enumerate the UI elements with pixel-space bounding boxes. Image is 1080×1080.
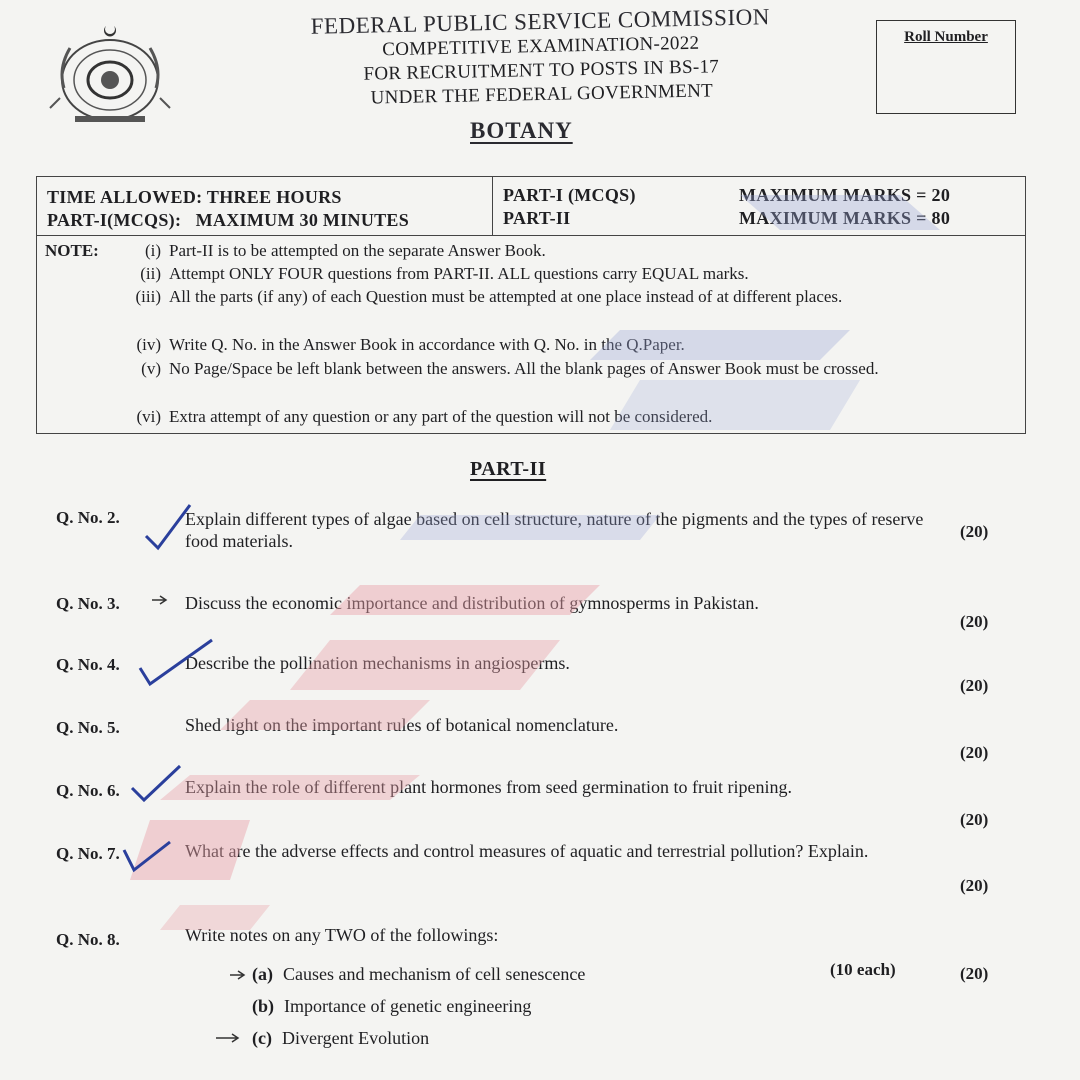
roll-number-box (876, 20, 1016, 114)
note-number: (vi) (136, 407, 161, 426)
note-text: All the parts (if any) of each Question must be attempted at one place instead of at different places. (169, 287, 843, 306)
question-marks: (20) (960, 810, 989, 829)
part1-marks: MAXIMUM MARKS = 20 (739, 185, 951, 205)
question-marks: (20) (960, 522, 989, 541)
note-number: (i) (144, 241, 161, 260)
question-marks: (20) (960, 964, 989, 983)
note-number: (v) (141, 359, 161, 378)
part2-label: PART-II (503, 208, 571, 228)
question-label: Q. No. 5. (56, 718, 120, 737)
each-marks-label: (10 each) (830, 960, 896, 979)
question-label: Q. No. 8. (56, 930, 120, 949)
sub-question-letter: (c) (252, 1028, 272, 1048)
note-text: Attempt ONLY FOUR questions from PART-II. ALL questions carry EQUAL marks. (169, 264, 749, 283)
row-divider (492, 177, 493, 235)
note-label: NOTE: (45, 241, 99, 260)
note-text: No Page/Space be left blank between the answers. All the blank pages of Answer Book must be crossed. (169, 359, 879, 378)
exam-name: COMPETITIVE EXAMINATION-2022 (382, 32, 700, 61)
sub-question-letter: (a) (252, 964, 273, 984)
question-label: Q. No. 6. (56, 781, 120, 800)
sub-question-item (252, 1028, 429, 1049)
tick-mark (132, 766, 180, 800)
arrow-mark (230, 971, 244, 979)
question-marks: (20) (960, 743, 989, 762)
time-allowed: TIME ALLOWED: THREE HOURS (47, 187, 342, 207)
subject-title: BOTANY (470, 118, 573, 143)
sub-question-text: Importance of genetic engineering (284, 996, 532, 1016)
time-marks-row (37, 177, 1025, 236)
question-text: What are the adverse effects and control measures of aquatic and terrestrial pollution? Explain. (185, 841, 869, 861)
fpsc-seal-logo (40, 18, 180, 128)
arrow-mark (152, 596, 166, 604)
sub-question-text: Causes and mechanism of cell senescence (283, 964, 586, 984)
roll-number-label: Roll Number (904, 29, 988, 45)
note-text: Part-II is to be attempted on the separate Answer Book. (169, 241, 546, 260)
question-label: Q. No. 2. (56, 508, 120, 527)
note-number: (iii) (135, 287, 161, 306)
question-text: Discuss the economic importance and distribution of gymnosperms in Pakistan. (185, 593, 759, 613)
question-text: Shed light on the important rules of botanical nomenclature. (185, 715, 619, 735)
question-marks: (20) (960, 612, 989, 631)
tick-mark (146, 505, 190, 548)
tick-mark (124, 842, 170, 870)
instructions-box (36, 176, 1026, 434)
note-number: (ii) (140, 264, 161, 283)
question-marks: (20) (960, 876, 989, 895)
sub-question-item (252, 996, 531, 1017)
note-text: Extra attempt of any question or any part of the question will not be considered. (169, 407, 713, 426)
part1-label: PART-I (MCQS) (503, 185, 636, 205)
question-text: Explain different types of algae based on cell structure, nature of the pigments and the types of reserve food materials. (185, 509, 924, 551)
sub-question-item (252, 964, 585, 985)
part1-time: PART-I(MCQS): MAXIMUM 30 MINUTES (47, 210, 410, 230)
question-label: Q. No. 4. (56, 655, 120, 674)
note-number: (iv) (136, 335, 161, 354)
question-label: Q. No. 7. (56, 844, 120, 863)
question-text: Explain the role of different plant hormones from seed germination to fruit ripening. (185, 777, 792, 797)
part2-marks: MAXIMUM MARKS = 80 (739, 208, 951, 228)
question-text: Write notes on any TWO of the followings: (185, 925, 499, 945)
government-line: UNDER THE FEDERAL GOVERNMENT (370, 80, 714, 109)
commission-name: FEDERAL PUBLIC SERVICE COMMISSION (310, 4, 771, 39)
exam-header (250, 2, 832, 113)
arrow-mark (216, 1034, 238, 1042)
question-label: Q. No. 3. (56, 594, 120, 613)
sub-question-text: Divergent Evolution (281, 1028, 430, 1048)
question-text: Describe the pollination mechanisms in angiosperms. (185, 653, 570, 673)
question-marks: (20) (960, 676, 989, 695)
part2-title: PART-II (470, 458, 547, 480)
sub-question-letter: (b) (252, 996, 274, 1016)
note-text: Write Q. No. in the Answer Book in accordance with Q. No. in the Q.Paper. (169, 335, 685, 354)
recruitment-line: FOR RECRUITMENT TO POSTS IN BS-17 (363, 56, 720, 85)
